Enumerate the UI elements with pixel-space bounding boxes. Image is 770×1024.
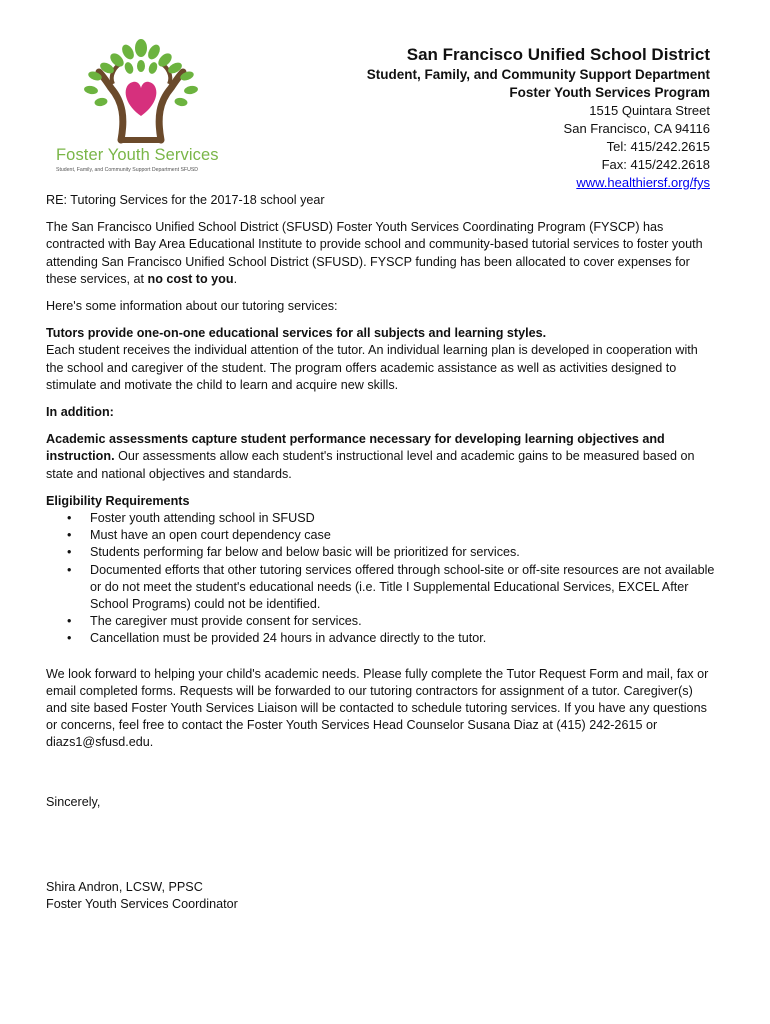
contact-email: diazs1@sfusd.edu.	[46, 735, 154, 750]
list-item: • The caregiver must provide consent for services.	[90, 613, 716, 630]
district-name: San Francisco Unified School District	[406, 45, 710, 64]
tutors-heading: Tutors provide one-on-one educational services for all subjects and learning styles.	[46, 326, 547, 341]
letter-body	[46, 192, 716, 913]
program-name: Foster Youth Services Program	[509, 85, 710, 100]
eligibility-list	[46, 510, 716, 648]
phone-number: Tel: 415/242.2615	[606, 139, 710, 154]
letterhead	[367, 44, 710, 192]
no-cost-emphasis: no cost to you	[147, 271, 234, 286]
department-name: Student, Family, and Community Support Department	[366, 67, 710, 82]
list-item: • Must have an open court dependency case	[90, 527, 716, 544]
info-line: Here's some information about our tutoring services:	[46, 299, 338, 314]
assessment-paragraph: Academic assessments capture student performance necessary for developing learning objectives and instruction. Our assessments allow each student's instructional level and academic gains to be measured based on state and national objectives and standards.	[46, 432, 695, 481]
sincerely: Sincerely,	[46, 794, 101, 809]
street-address: 1515 Quintara Street	[589, 103, 710, 118]
list-item: • Foster youth attending school in SFUSD	[90, 510, 716, 527]
fax-number: Fax: 415/242.2618	[601, 157, 710, 172]
foster-youth-logo	[56, 36, 231, 184]
signer-name: Shira Andron, LCSW, PPSC	[46, 879, 203, 894]
closing-paragraph: We look forward to helping your child's academic needs. Please fully complete the Tutor Request Form and mail, fax or email completed forms. Requests will be forwarded to our tutoring contractors for assignment of a tutor. Caregiver(s) and site based Foster Youth Services Liaison will be contacted to schedule tutoring services. If you have any questions or concerns, feel free to contact the Foster Youth Services Head Counselor Susana Diaz at (415) 242-2615 or diazs1@sfusd.edu.	[46, 666, 709, 750]
list-item: • Students performing far below and below basic will be prioritized for services.	[90, 544, 716, 561]
intro-paragraph: The San Francisco Unified School District (SFUSD) Foster Youth Services Coordinating Program (FYSCP) has contracted with Bay Area Educational Institute to provide school and community-based tutorial services to foster youth attending San Francisco Unified School District (SFUSD). FYSCP funding has been allocated to cover expenses for these services, at no cost to you.	[46, 220, 703, 286]
signer-title: Foster Youth Services Coordinator	[46, 897, 238, 912]
eligibility-heading: Eligibility Requirements	[46, 493, 190, 508]
logo-subtitle: Student, Family, and Community Support Department SFUSD	[56, 167, 199, 173]
list-item: • Cancellation must be provided 24 hours in advance directly to the tutor.	[90, 630, 716, 647]
list-item: • Documented efforts that other tutoring services offered through school-site or off-site resources are not available or do not meet the student's educational needs (i.e. Title I Supplemental Educational Services, EXCEL After School Programs) could not be identified.	[90, 562, 716, 614]
tree-heart-icon	[81, 36, 201, 144]
tutors-paragraph: Each student receives the individual attention of the tutor. An individual learning plan is developed in cooperation with the school and caregiver of the student. The program offers academic assistance as well as activities designed to stimulate and motivate the child to learn and acquire new skills.	[46, 343, 698, 392]
logo-title: Foster Youth Services	[56, 146, 219, 164]
website-link[interactable]: www.healthiersf.org/fys	[576, 175, 710, 190]
re-line: RE: Tutoring Services for the 2017-18 school year	[46, 193, 325, 207]
in-addition-heading: In addition:	[46, 405, 114, 420]
city-address: San Francisco, CA 94116	[563, 121, 710, 136]
